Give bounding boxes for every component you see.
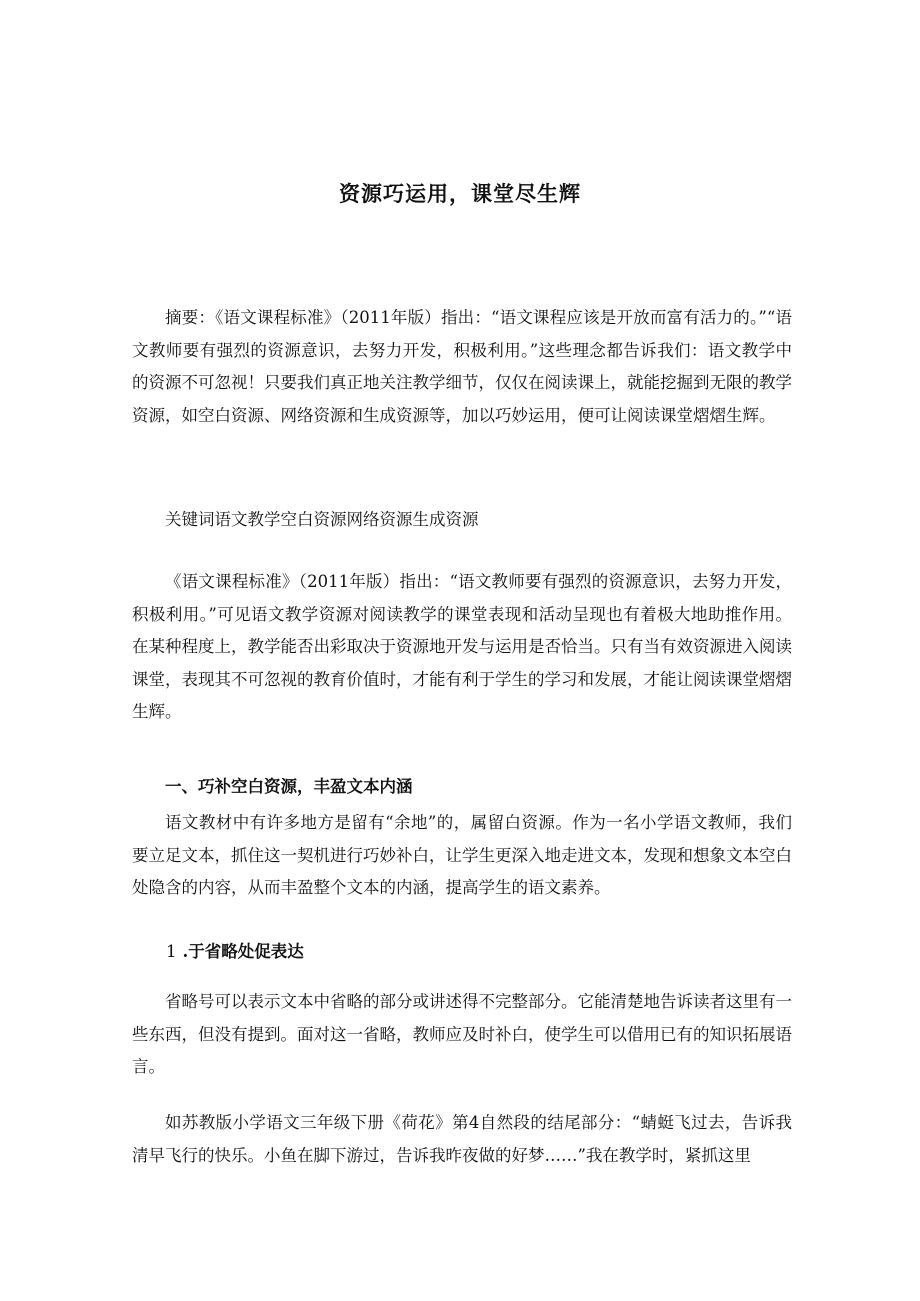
intro-paragraph: 《语文课程标准》（2011年版）指出：“语文教师要有强烈的资源意识，去努力开发，积极利用。”可见语文教学资源对阅读教学的课堂表现和活动呈现也有着极大地助推作用。在某种程度上，教学能否出彩取决于资源地开发与运用是否恰当。只有当有效资源进入阅读课堂，表现其不可忽视的教育价值时，才能有利于学生的学习和发展，才能让阅读课堂熠熠生辉。 (132, 572, 792, 721)
example-paragraph: 如苏教版小学语文三年级下册《荷花》第4自然段的结尾部分：“蜻蜓飞过去，告诉我清早飞行的快乐。小鱼在脚下游过，告诉我昨夜做的好梦……”我在教学时，紧抓这里 (132, 1113, 792, 1165)
section-paragraph: 语文教材中有许多地方是留有“余地”的，属留白资源。作为一名小学语文教师，我们要立足文本，抓住这一契机进行巧妙补白，让学生更深入地走进文本，发现和想象文本空白处隐含的内容，从而丰盈整个文本的内涵，提高学生的语文素养。 (132, 813, 792, 897)
subsection-title: .于省略处促表达 (182, 942, 304, 961)
subsection-paragraph: 省略号可以表示文本中省略的部分或讲述得不完整部分。它能清楚地告诉读者这里有一些东西，但没有提到。面对这一省略，教师应及时补白，使学生可以借用已有的知识拓展语言。 (132, 992, 792, 1076)
abstract-paragraph: 摘要：《语文课程标准》（2011年版）指出：“语文课程应该是开放而富有活力的。”“语文教师要有强烈的资源意识，去努力开发，积极利用。”这些理念都告诉我们：语文教学中的资源不可忽视！只要我们真正地关注教学细节，仅仅在阅读课上，就能挖掘到无限的教学资源，如空白资源、网络资源和生成资源等，加以巧妙运用，便可让阅读课堂熠熠生辉。 (132, 308, 792, 425)
section-heading: 一、巧补空白资源，丰盈文本内涵 (165, 777, 413, 796)
subsection-heading (166, 940, 304, 964)
subsection-number: 1 (166, 942, 177, 961)
keywords-line: 关键词语文教学空白资源网络资源生成资源 (165, 510, 479, 529)
page-title: 资源巧运用，课堂尽生辉 (339, 181, 581, 206)
